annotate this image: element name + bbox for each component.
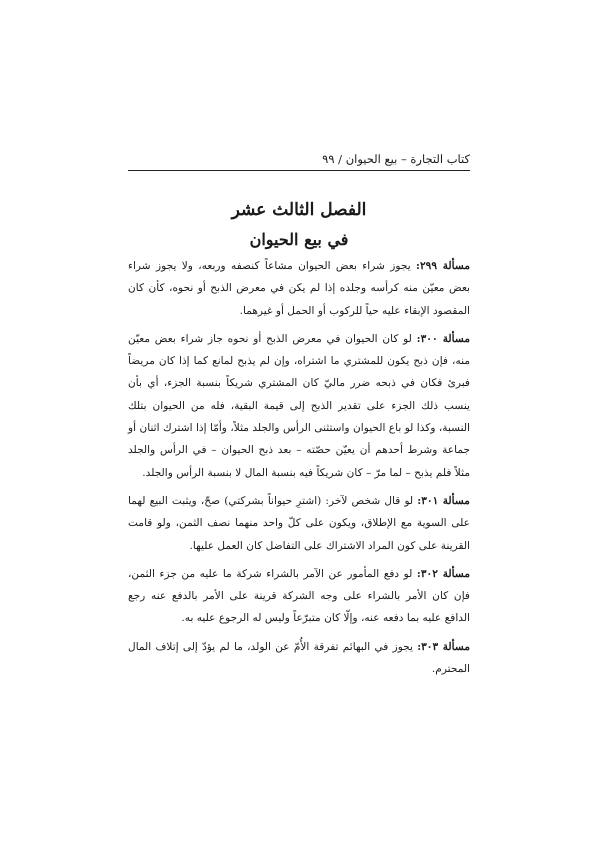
chapter-title: الفصل الثالث عشر	[231, 200, 367, 220]
masala-label: مسألة ٣٠١:	[417, 494, 470, 507]
running-head: كتاب التجارة – بيع الحيوان / ٩٩	[128, 150, 470, 171]
masala-299	[128, 255, 470, 322]
masala-text: لو قال شخص لآخر: (اشترِ حيواناً بشركتي) صحّ، ويثبت البيع لهما على السوية مع الإطلاق، ويكون على كلّ واحد منهما نصف الثمن، ولو قامت القرينة على كون المراد الاشتراك على التفاضل كان العمل عليها.	[128, 494, 470, 552]
masala-text: يجوز شراء بعض الحيوان مشاعاً كنصفه وربعه، ولا يجوز شراء بعض معيّن منه كرأسه وجلده إذا لم يكن في معرض الذبح أو نحوه، كأن كان المقصود الإبقاء عليه حياً للركوب أو الحمل أو غيرهما.	[128, 260, 470, 317]
masala-text: يجوز في البهائم تفرقة الأُمّ عن الولد، ما لم يؤدّ إلى إتلاف المال المحترم.	[128, 640, 470, 676]
book-page	[128, 150, 470, 686]
masala-label: مسألة ٣٠٢:	[416, 567, 470, 580]
masala-label: مسألة ٣٠٣:	[417, 640, 471, 653]
masala-text: لو دفع المأمور عن الآمر بالشراء شركة ما عليه من جزء الثمن، فإن كان الأمر بالشراء على وجه الشركة قرينة على الأمر بالدفع عنه رجع الدافع عليه بما دفعه عنه، وإلّا كان متبرّعاً وليس له الرجوع عليه به.	[128, 567, 470, 625]
chapter-subtitle: في بيع الحيوان	[249, 230, 349, 249]
masala-302	[128, 563, 470, 630]
masala-label: مسألة ٣٠٠:	[416, 332, 471, 345]
masala-label: مسألة ٢٩٩:	[416, 260, 470, 272]
masala-303	[128, 636, 470, 681]
masala-300	[128, 328, 470, 484]
masala-301	[128, 490, 470, 557]
masala-text: لو كان الحيوان في معرض الذبح أو نحوه جاز شراء بعض معيّن منه، فإن ذبح يكون للمشتري ما اشتراه، وإن لم يذبح لمانع كما إذا كان مريضاً فبرئ فكان في ذبحه ضرر ماليّ كان المشتري شريكاً بنسبة الجزء، أي بأن ينسب ذلك الجزء على تقدير الذبح إلى قيمة البقية، فله من الحيوان بتلك النسبة، وكذا لو باع الحيوان واستثنى الرأس والجلد مثلاً، وأمّا إذا اشترك اثنان أو جماعة وشرط أحدهم أن يعيّن حصّته – بعد ذبح الحيوان – في الرأس والجلد مثلاً فلم يذبح – لما مرّ – كان شريكاً فيه بنسبة المال لا بنسبة الرأس والجلد.	[128, 332, 470, 479]
